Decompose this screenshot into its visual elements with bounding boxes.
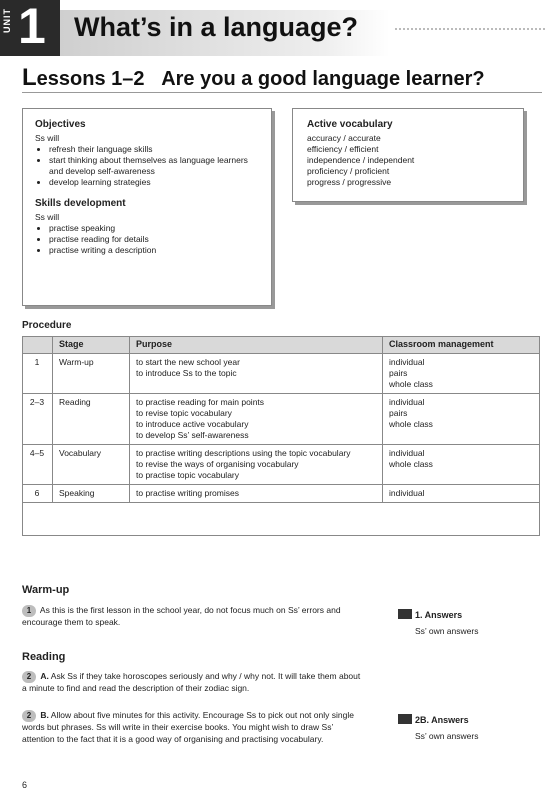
reading-answers — [398, 710, 478, 741]
purpose-line: to revise the ways of organising vocabulary — [136, 459, 299, 469]
answer-key-icon — [398, 714, 412, 724]
unit-number: 1 — [18, 0, 46, 54]
vocabulary-item: independence / independent — [307, 155, 415, 165]
skills-heading: Skills development — [35, 198, 126, 209]
management-line: individual — [389, 357, 425, 367]
column-header-management: Classroom management — [383, 336, 541, 354]
column-header-stage: Stage — [53, 336, 130, 354]
lessons-heading — [22, 64, 485, 92]
column-header-number — [22, 336, 53, 354]
exercise-number-badge: 2 — [22, 710, 36, 722]
exercise-number-badge: 1 — [22, 605, 36, 617]
lesson-title: Are you a good language learner? — [161, 68, 485, 90]
skills-lead: Ss will — [35, 212, 60, 222]
management-line: whole class — [389, 419, 433, 429]
warmup-heading: Warm-up — [22, 584, 70, 596]
stage-management — [383, 485, 541, 503]
objective-item: • develop learning strategies — [49, 177, 259, 188]
lessons-initial: L — [22, 64, 37, 91]
objectives-heading: Objectives — [35, 119, 86, 130]
purpose-line: to revise topic vocabulary — [136, 408, 232, 418]
vocabulary-heading: Active vocabulary — [307, 119, 393, 130]
objectives-box — [22, 108, 272, 306]
vocabulary-box — [292, 108, 524, 202]
objectives-lead: Ss will — [35, 133, 60, 143]
table-row — [22, 445, 540, 485]
stage-purpose — [130, 354, 383, 394]
stage-name: Vocabulary — [53, 445, 130, 485]
stage-purpose — [130, 394, 383, 445]
management-line: pairs — [389, 408, 408, 418]
vocabulary-item: proficiency / proficient — [307, 166, 390, 176]
reading-heading: Reading — [22, 651, 66, 663]
vocabulary-item: efficiency / efficient — [307, 144, 379, 154]
reading-item-b — [22, 710, 362, 745]
objective-item: • refresh their language skills — [49, 144, 259, 155]
procedure-heading: Procedure — [22, 320, 72, 331]
warmup-body: As this is the first lesson in the school year, do not focus much on Ss’ errors and encourage them to speak. — [22, 605, 341, 627]
stage-management — [383, 394, 541, 445]
warmup-answers — [398, 605, 478, 636]
answer-title: 2B. Answers — [415, 715, 469, 725]
management-line: individual — [389, 448, 425, 458]
stage-name: Warm-up — [53, 354, 130, 394]
purpose-line: to introduce active vocabulary — [136, 419, 249, 429]
item-body: Ask Ss if they take horoscopes seriously and why / why not. It will take them about a minute to find and read the description of their zodiac sign. — [22, 671, 361, 693]
purpose-line: to develop Ss’ self-awareness — [136, 430, 249, 440]
vocabulary-item: progress / progressive — [307, 177, 392, 187]
objectives-list — [35, 144, 259, 188]
stage-number: 4–5 — [22, 445, 53, 485]
table-row — [22, 354, 540, 394]
stage-number: 1 — [22, 354, 53, 394]
answer-title: 1. Answers — [415, 610, 463, 620]
answer-key-icon — [398, 609, 412, 619]
unit-label: UNIT — [2, 8, 12, 33]
page-title: What’s in a language? — [74, 12, 359, 42]
lessons-range: essons 1–2 — [36, 68, 145, 90]
purpose-line: to practise writing descriptions using the topic vocabulary — [136, 448, 351, 458]
unit-badge — [0, 0, 60, 56]
table-header-row — [22, 336, 540, 354]
stage-name: Reading — [53, 394, 130, 445]
exercise-number-badge: 2 — [22, 671, 36, 683]
item-label: A. — [40, 671, 49, 681]
management-line: individual — [389, 397, 425, 407]
item-body: Allow about five minutes for this activity. Encourage Ss to pick out not only single words but phrases. Ss will write in their exercise books. You might wish to draw Ss’ attention to the fact that it is a good way of organising and practising vocabulary. — [22, 710, 354, 744]
vocabulary-item: accuracy / accurate — [307, 133, 381, 143]
skill-item: • practise reading for details — [49, 234, 259, 245]
answer-text: Ss’ own answers — [415, 731, 479, 741]
answer-text: Ss’ own answers — [415, 626, 479, 636]
procedure-table — [22, 336, 540, 503]
stage-management — [383, 445, 541, 485]
item-label: B. — [40, 710, 49, 720]
stage-purpose — [130, 485, 383, 503]
management-line: individual — [389, 488, 425, 498]
stage-name: Speaking — [53, 485, 130, 503]
purpose-line: to practise topic vocabulary — [136, 470, 239, 480]
purpose-line: to practise writing promises — [136, 488, 239, 498]
dotted-rule — [395, 28, 545, 30]
reading-item-a — [22, 671, 362, 695]
objective-item: • start thinking about themselves as language learners and develop self-awareness — [49, 155, 259, 177]
skill-item: • practise writing a description — [49, 245, 259, 256]
stage-number: 6 — [22, 485, 53, 503]
table-row — [22, 394, 540, 445]
purpose-line: to introduce Ss to the topic — [136, 368, 237, 378]
management-line: pairs — [389, 368, 408, 378]
table-row — [22, 485, 540, 503]
purpose-line: to start the new school year — [136, 357, 240, 367]
skill-item: • practise speaking — [49, 223, 259, 234]
column-header-purpose: Purpose — [130, 336, 383, 354]
skills-list — [35, 223, 259, 256]
stage-purpose — [130, 445, 383, 485]
stage-management — [383, 354, 541, 394]
stage-number: 2–3 — [22, 394, 53, 445]
management-line: whole class — [389, 379, 433, 389]
management-line: whole class — [389, 459, 433, 469]
lesson-rule — [22, 92, 542, 93]
purpose-line: to practise reading for main points — [136, 397, 265, 407]
page-number: 6 — [22, 780, 28, 790]
warmup-text — [22, 605, 362, 629]
